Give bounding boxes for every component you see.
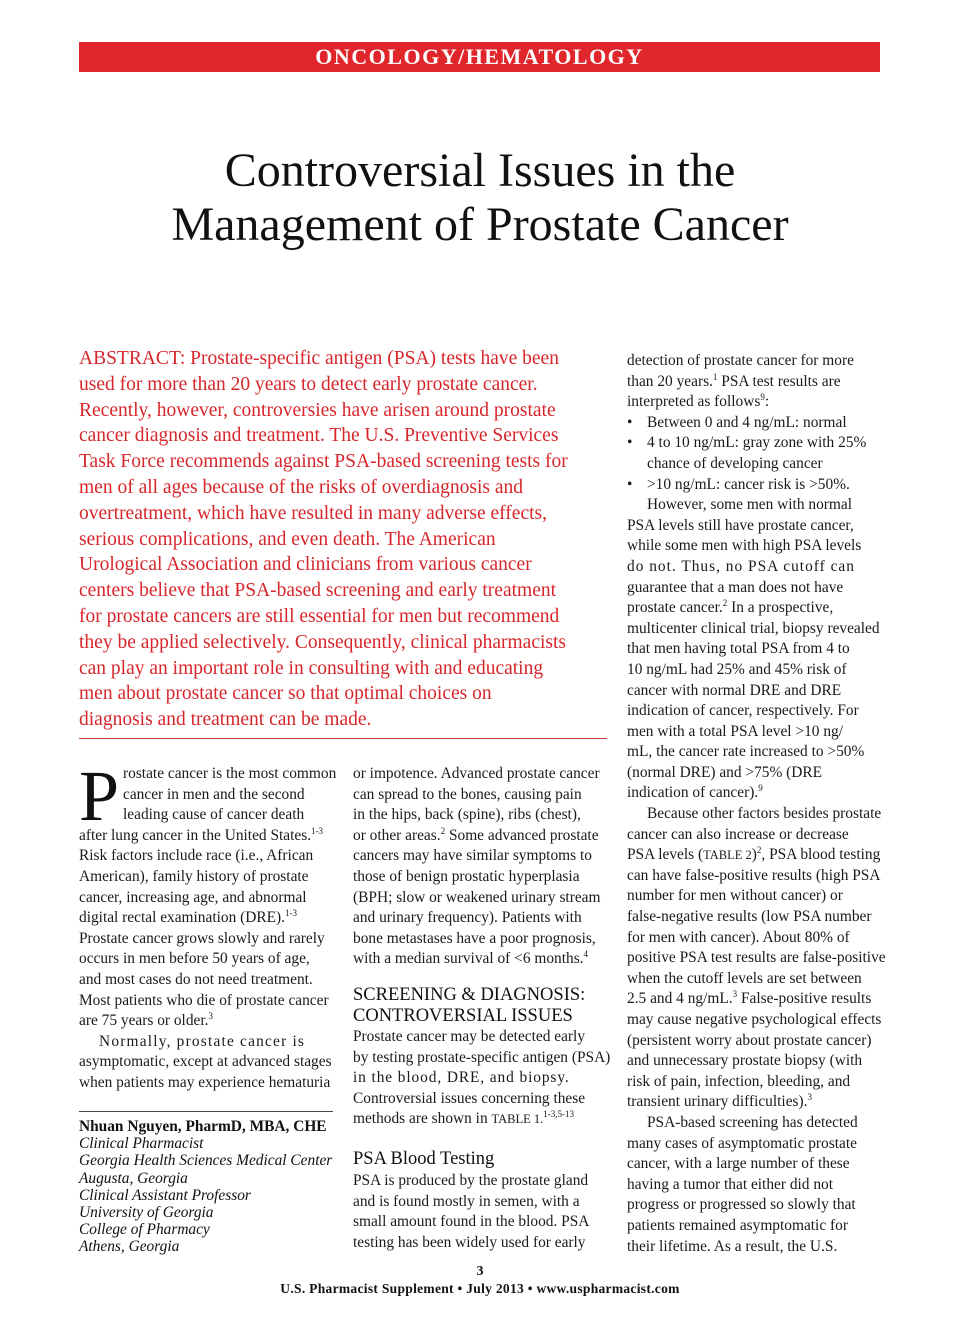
author-affiliation: Clinical Pharmacist bbox=[79, 1135, 204, 1153]
body-line: detection of prostate cancer for more bbox=[627, 352, 854, 369]
body-line: (BPH; slow or weakened urinary stream bbox=[353, 888, 601, 906]
body-text: prostate cancer. bbox=[627, 599, 723, 617]
abstract-line: Recently, however, controversies have arisen around prostate bbox=[79, 399, 556, 421]
table-reference: TABLE 2 bbox=[703, 848, 752, 863]
abstract-line: can play an important role in consulting with and educating bbox=[79, 657, 544, 679]
body-line: by testing prostate-specific antigen (PSA) bbox=[353, 1048, 611, 1066]
list-item-continuation: chance of developing cancer bbox=[647, 454, 823, 472]
body-line bbox=[79, 908, 333, 929]
abstract-line: ABSTRACT: Prostate-specific antigen (PSA) tests have been bbox=[79, 348, 559, 369]
bullet-icon: • bbox=[627, 413, 633, 431]
body-line: multicenter clinical trial, biopsy revealed bbox=[627, 619, 880, 637]
citation: 3 bbox=[807, 1092, 813, 1103]
abstract-line: cancer diagnosis and treatment. The U.S. Preventive Services bbox=[79, 425, 559, 447]
abstract-divider bbox=[79, 738, 607, 739]
body-text: methods are shown in bbox=[353, 1110, 492, 1128]
body-line: (persistent worry about prostate cancer) bbox=[627, 1031, 872, 1049]
body-line: mL, the cancer rate increased to >50% bbox=[627, 743, 865, 761]
body-line: leading cause of cancer death bbox=[123, 806, 305, 824]
body-line: rostate cancer is the most common bbox=[123, 765, 337, 782]
abstract-line: overtreatment, which have resulted in many adverse effects, bbox=[79, 502, 547, 524]
body-line: men with a total PSA level >10 ng/ bbox=[627, 722, 844, 740]
body-line: when the cutoff levels are set between bbox=[627, 969, 862, 987]
article-title bbox=[60, 144, 900, 252]
body-line: many cases of asymptomatic prostate bbox=[627, 1134, 857, 1152]
body-line: or impotence. Advanced prostate cancer bbox=[353, 765, 600, 782]
subheading: PSA Blood Testing bbox=[353, 1148, 495, 1169]
body-line bbox=[627, 372, 881, 393]
author-affiliation: Georgia Health Sciences Medical Center bbox=[79, 1152, 333, 1170]
author-affiliation: College of Pharmacy bbox=[79, 1221, 210, 1239]
body-line bbox=[627, 989, 881, 1010]
abstract-line: centers believe that PSA-based screening and early treatment bbox=[79, 580, 557, 602]
section-heading: CONTROVERSIAL ISSUES bbox=[353, 1005, 573, 1026]
body-text: interpreted as follows bbox=[627, 393, 761, 411]
table-reference: TABLE 1. bbox=[491, 1112, 544, 1127]
author-divider bbox=[79, 1111, 333, 1112]
body-line: in the hips, back (spine), ribs (chest), bbox=[353, 806, 581, 824]
body-line: patients remained asymptomatic for bbox=[627, 1216, 848, 1234]
body-text: PSA test results are bbox=[717, 372, 841, 390]
citation: 2 bbox=[440, 825, 446, 836]
body-text: Some advanced prostate bbox=[445, 826, 599, 844]
citation: 9 bbox=[758, 783, 763, 794]
list-item-text: Between 0 and 4 ng/mL: normal bbox=[647, 413, 847, 431]
list-item-text: 4 to 10 ng/mL: gray zone with 25% bbox=[647, 434, 867, 452]
body-line: cancer, increasing age, and abnormal bbox=[79, 888, 307, 906]
citation: 1-3 bbox=[285, 908, 297, 919]
body-line: and most cases do not need treatment. bbox=[79, 970, 313, 988]
body-line: may cause negative psychological effects bbox=[627, 1011, 882, 1028]
citation: 9 bbox=[760, 392, 765, 403]
body-line: those of benign prostatic hyperplasia bbox=[353, 867, 580, 885]
body-line bbox=[353, 826, 607, 847]
body-line: PSA is produced by the prostate gland bbox=[353, 1171, 589, 1189]
body-text: after lung cancer in the United States. bbox=[79, 826, 312, 844]
body-line: testing has been widely used for early bbox=[353, 1233, 586, 1251]
abstract-line: Urological Association and clinicians from various cancer bbox=[79, 554, 532, 576]
body-line: cancer in men and the second bbox=[123, 785, 305, 803]
citation: 1 bbox=[712, 371, 718, 382]
body-line: occurs in men before 50 years of age, bbox=[79, 950, 310, 968]
body-line: that men having total PSA from 4 to bbox=[627, 640, 850, 658]
abstract-line: Task Force recommends against PSA-based screening tests for bbox=[79, 451, 568, 473]
body-text: 2.5 and 4 ng/mL. bbox=[627, 990, 733, 1008]
body-line: American), family history of prostate bbox=[79, 867, 309, 885]
body-line: indication of cancer, respectively. For bbox=[627, 702, 859, 720]
citation: 4 bbox=[583, 949, 589, 960]
section-banner: ONCOLOGY/HEMATOLOGY bbox=[79, 42, 880, 72]
body-line: interpreted as follows$^9$: bbox=[627, 392, 770, 411]
author-affiliation: University of Georgia bbox=[79, 1204, 214, 1222]
body-line: can spread to the bones, causing pain bbox=[353, 785, 582, 803]
abstract-line: used for more than 20 years to detect early prostate cancer. bbox=[79, 373, 538, 395]
body-line bbox=[627, 598, 881, 619]
body-line bbox=[627, 845, 881, 866]
body-text: ) bbox=[751, 846, 757, 864]
body-text: In a prospective, bbox=[727, 599, 834, 617]
body-line: Controversial issues concerning these bbox=[353, 1089, 586, 1107]
body-text: digital rectal examination (DRE). bbox=[79, 909, 285, 927]
list-item bbox=[627, 475, 881, 496]
abstract-line: men of all ages because of the risks of overdiagnosis and bbox=[79, 476, 524, 498]
body-line: Because other factors besides prostate bbox=[647, 805, 882, 823]
abstract-line: serious complications, and even death. The American bbox=[79, 528, 496, 550]
citation: 1-3,5-13 bbox=[543, 1109, 575, 1120]
body-line: and urinary frequency). Patients with bbox=[353, 909, 582, 927]
body-line: asymptomatic, except at advanced stages bbox=[79, 1053, 332, 1071]
citation: 1-3 bbox=[311, 825, 324, 836]
body-column-3 bbox=[627, 351, 886, 1257]
body-line: cancer with normal DRE and DRE bbox=[627, 681, 842, 699]
body-line: do not. Thus, no PSA cutoff can bbox=[627, 557, 855, 575]
body-line: when patients may experience hematuria bbox=[79, 1073, 331, 1091]
author-name: Nhuan Nguyen, PharmD, MBA, CHE bbox=[79, 1118, 327, 1135]
body-line bbox=[79, 1011, 333, 1032]
body-line: false-negative results (low PSA number bbox=[627, 908, 872, 926]
body-line: while some men with high PSA levels bbox=[627, 537, 862, 555]
body-line: bone metastases have a poor prognosis, bbox=[353, 929, 596, 947]
body-text: or other areas. bbox=[353, 826, 441, 844]
section-heading: SCREENING & DIAGNOSIS: bbox=[353, 984, 586, 1005]
body-line: Risk factors include race (i.e., African bbox=[79, 847, 314, 865]
body-line: Most patients who die of prostate cancer bbox=[79, 991, 329, 1009]
body-line: cancer, with a large number of these bbox=[627, 1155, 850, 1173]
body-line: small amount found in the blood. PSA bbox=[353, 1213, 590, 1231]
body-line: risk of pain, infection, bleeding, and bbox=[627, 1072, 851, 1090]
body-line: Prostate cancer may be detected early bbox=[353, 1027, 586, 1045]
citation: 2 bbox=[756, 845, 762, 856]
body-line: However, some men with normal bbox=[647, 496, 852, 514]
body-line: having a tumor that either did not bbox=[627, 1175, 834, 1193]
author-affiliation: Augusta, Georgia bbox=[79, 1169, 188, 1187]
citation: 3 bbox=[732, 989, 738, 1000]
body-text: transient urinary difficulties). bbox=[627, 1093, 808, 1111]
title-line-2: Management of Prostate Cancer bbox=[171, 198, 789, 251]
abstract-line: for prostate cancers are still essential for men but recommend bbox=[79, 605, 560, 627]
body-line: 10 ng/mL had 25% and 45% risk of bbox=[627, 660, 847, 678]
body-line: Normally, prostate cancer is bbox=[99, 1032, 306, 1050]
body-column-1 bbox=[79, 764, 337, 1094]
body-line: (normal DRE) and >75% (DRE bbox=[627, 763, 823, 781]
body-text: PSA levels ( bbox=[627, 846, 704, 864]
body-text: False-positive results bbox=[737, 990, 872, 1008]
body-line: can have false-positive results (high PSA bbox=[627, 866, 881, 884]
body-line bbox=[627, 1092, 881, 1113]
body-text: , PSA blood testing bbox=[761, 846, 881, 864]
body-line: number for men without cancer) or bbox=[627, 887, 843, 905]
author-affiliation: Athens, Georgia bbox=[79, 1238, 180, 1256]
body-line bbox=[627, 783, 881, 804]
page-footer: U.S. Pharmacist Supplement • July 2013 • www.uspharmacist.com bbox=[280, 1281, 680, 1296]
author-affiliation: Clinical Assistant Professor bbox=[79, 1186, 251, 1204]
body-line bbox=[79, 826, 333, 847]
body-line: guarantee that a man does not have bbox=[627, 578, 844, 596]
body-column-2 bbox=[353, 764, 611, 1253]
body-line: PSA levels still have prostate cancer, bbox=[627, 516, 854, 534]
body-line: their lifetime. As a result, the U.S. bbox=[627, 1237, 838, 1255]
abstract-line: men about prostate cancer so that optimal choices on bbox=[79, 683, 492, 705]
body-text: than 20 years. bbox=[627, 372, 713, 390]
title-line-1: Controversial Issues in the bbox=[224, 144, 736, 197]
body-line: for men with cancer). About 80% of bbox=[627, 928, 850, 946]
abstract-line: diagnosis and treatment can be made. bbox=[79, 709, 372, 731]
page-number: 3 bbox=[476, 1264, 484, 1279]
abstract bbox=[79, 346, 607, 733]
body-line: PSA-based screening has detected bbox=[647, 1113, 858, 1131]
body-line: and is found mostly in semen, with a bbox=[353, 1192, 580, 1210]
body-line: positive PSA test results are false-positive bbox=[627, 949, 886, 967]
citation: 2 bbox=[722, 598, 728, 608]
list-item bbox=[627, 413, 881, 434]
body-line: progress or progressed so slowly that bbox=[627, 1196, 856, 1214]
list-item-text: >10 ng/mL: cancer risk is >50%. bbox=[647, 475, 850, 493]
drop-cap: P bbox=[79, 756, 120, 836]
body-line: in the blood, DRE, and biopsy. bbox=[353, 1069, 570, 1087]
body-text: are 75 years or older. bbox=[79, 1012, 209, 1030]
body-line bbox=[353, 1109, 607, 1130]
list-item bbox=[627, 433, 881, 454]
bullet-icon: • bbox=[627, 434, 633, 452]
body-line: Prostate cancer grows slowly and rarely bbox=[79, 929, 325, 947]
body-line bbox=[353, 949, 607, 970]
body-text: with a median survival of <6 months. bbox=[353, 950, 584, 968]
author-block bbox=[79, 1118, 339, 1256]
bullet-icon: • bbox=[627, 475, 633, 493]
abstract-line: they be applied selectively. Consequently, clinical pharmacists bbox=[79, 631, 566, 653]
body-line: cancer can also increase or decrease bbox=[627, 825, 849, 843]
body-text: indication of cancer). bbox=[627, 784, 759, 802]
body-line: cancers may have similar symptoms to bbox=[353, 847, 592, 865]
citation: 3 bbox=[208, 1011, 213, 1021]
body-line: and unnecessary prostate biopsy (with bbox=[627, 1052, 863, 1070]
